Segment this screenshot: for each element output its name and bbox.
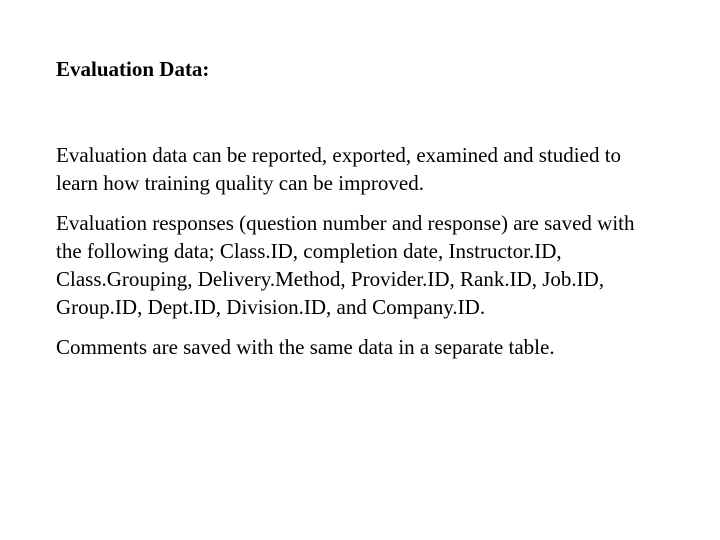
paragraph-reporting: Evaluation data can be reported, exported, examined and studied to learn how training quality can be improved. xyxy=(56,143,622,195)
paragraph-comments: Comments are saved with the same data in a separate table. xyxy=(56,335,555,359)
slide-body xyxy=(56,141,656,373)
slide-title: Evaluation Data: xyxy=(56,57,210,81)
paragraph-responses: Evaluation responses (question number and response) are saved with the following data; Class.ID, completion date, Instructor.ID, Class.Grouping, Delivery.Method, Provider.ID, Rank.ID, Job.ID, Group.ID, Dept.ID, Division.ID, and Company.ID. xyxy=(56,211,635,319)
